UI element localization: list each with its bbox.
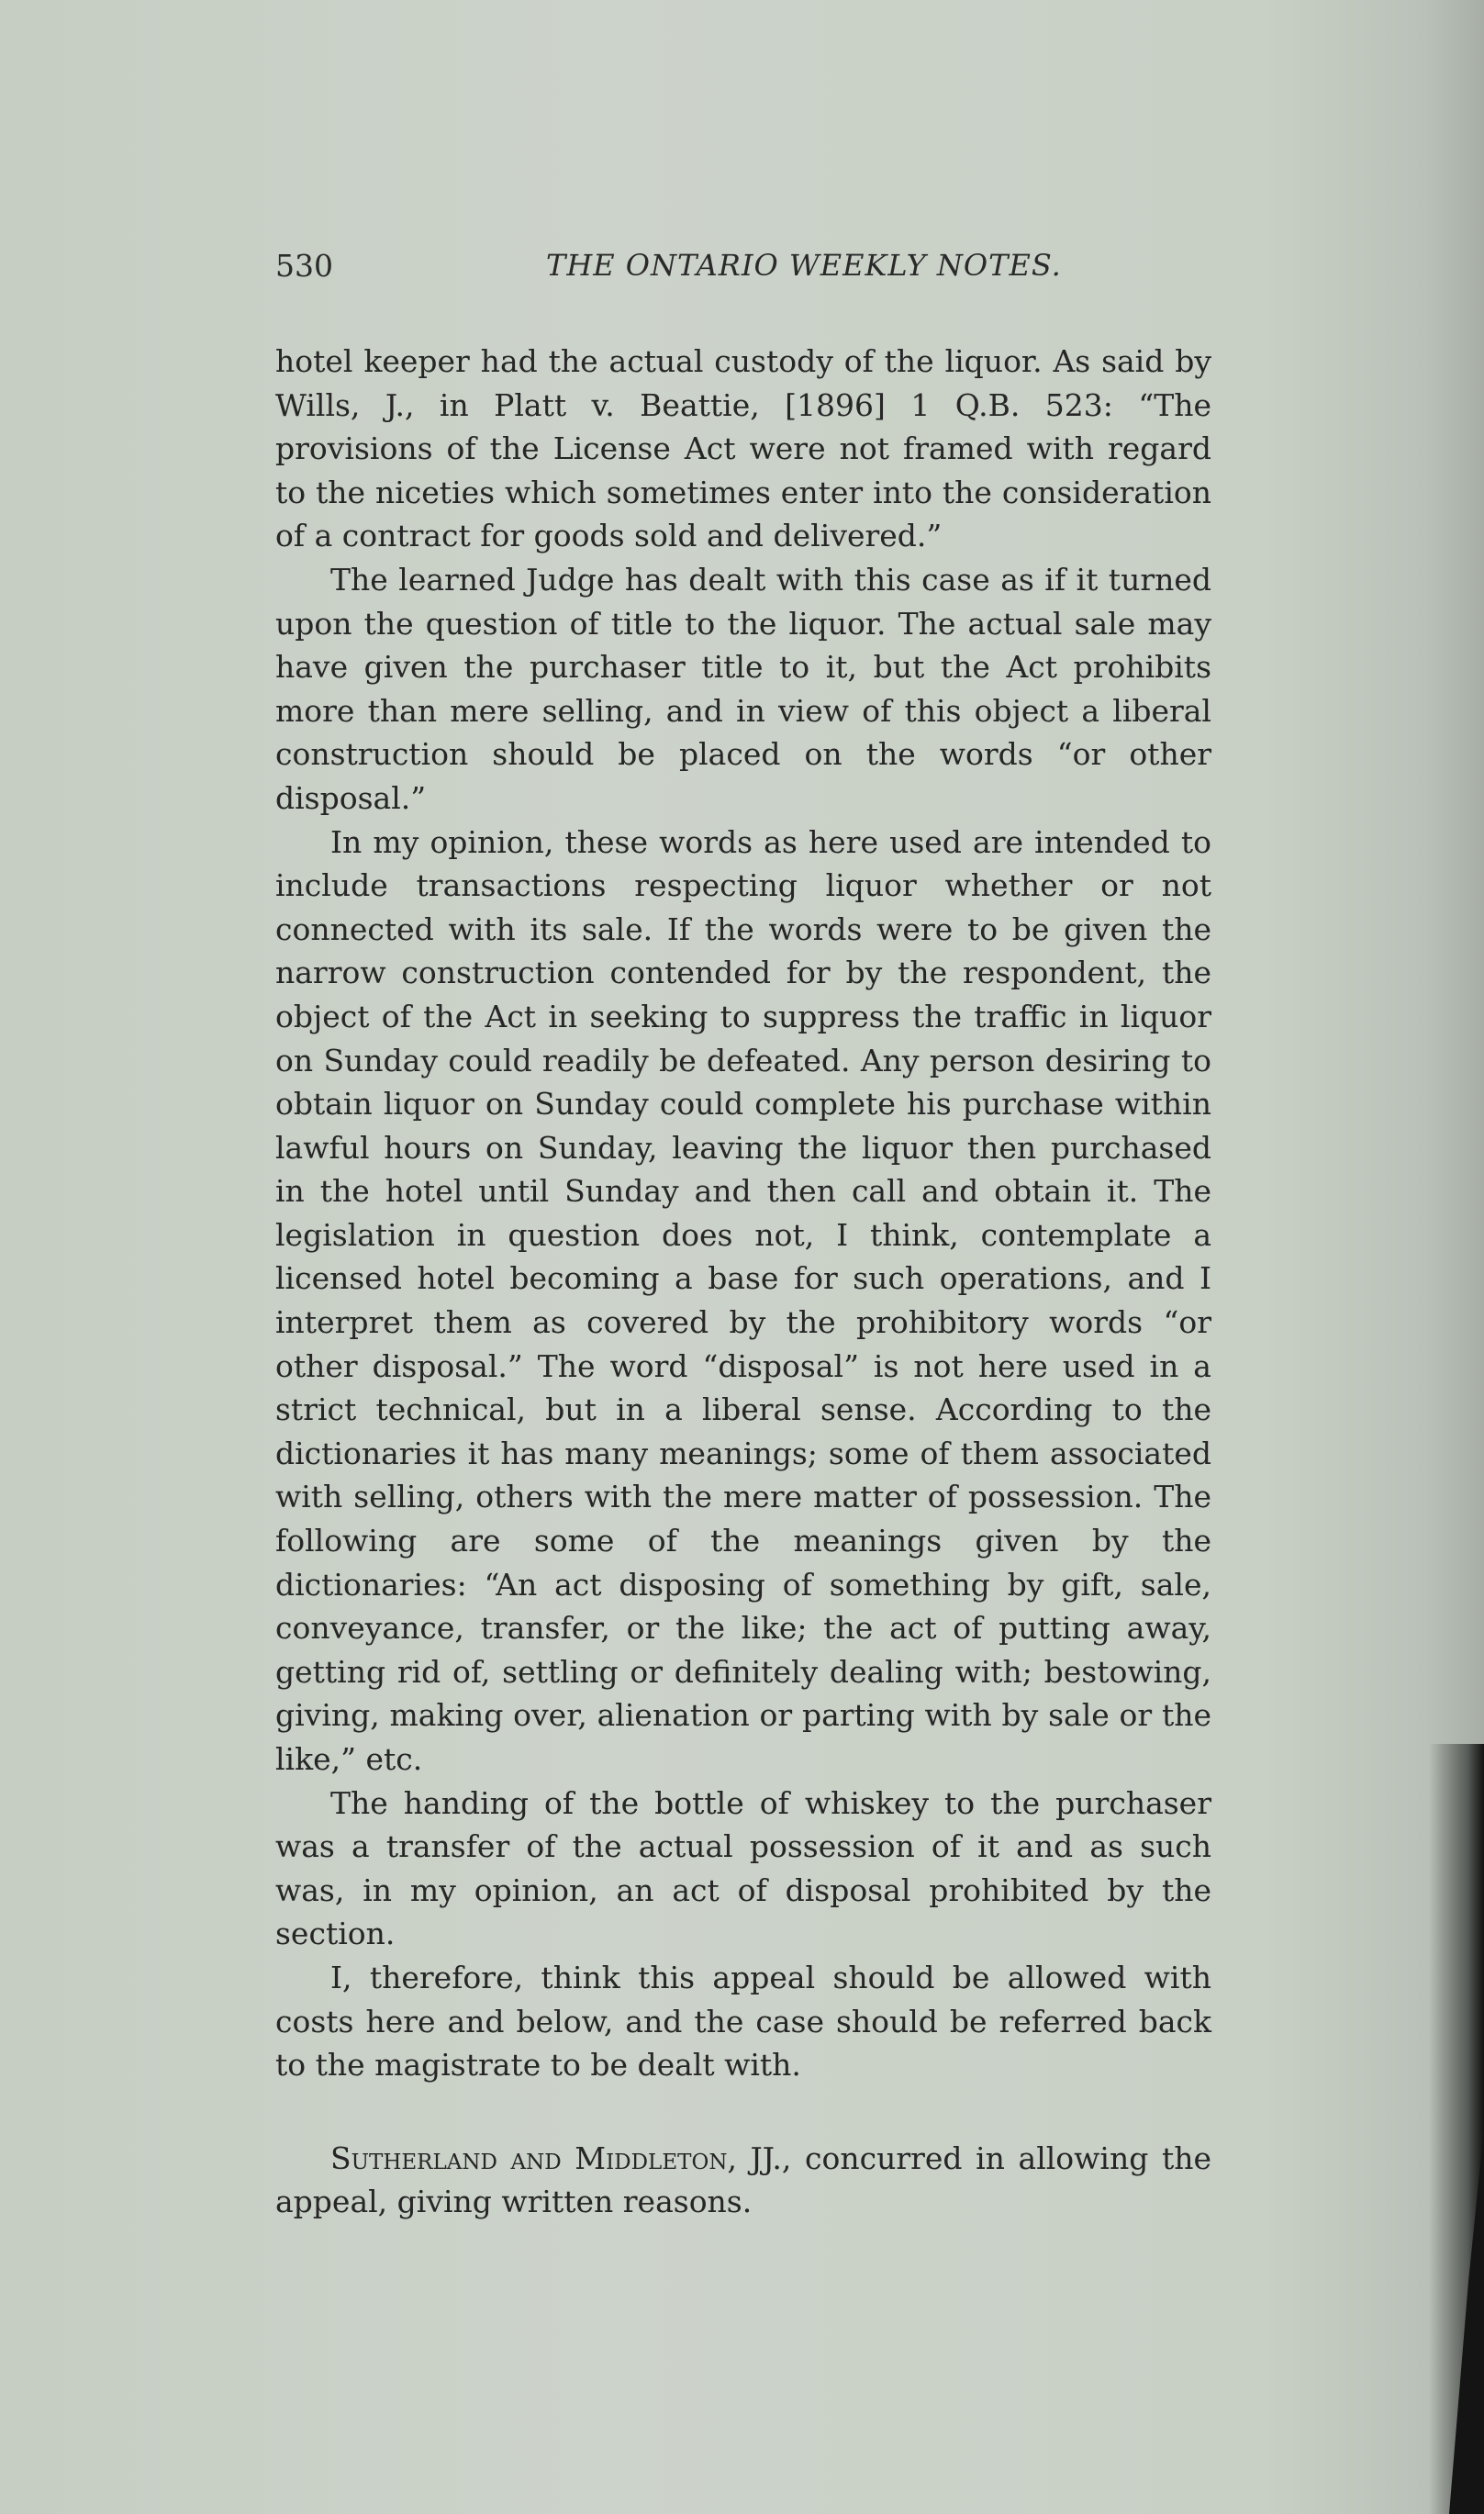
page-number: 530: [275, 248, 333, 284]
page-body: [275, 340, 1211, 2224]
concurring-judges: Sutherland and Middleton, JJ.,: [330, 2140, 792, 2176]
paragraph-4: The handing of the bottle of whiskey to the purchaser was a transfer of the actual possession of it and as such was, in my opinion, an act of disposal prohibited by the section.: [275, 1784, 1211, 1952]
concurrence-text: concurred in allowing the appeal, giving written reasons.: [275, 2140, 1211, 2220]
paragraph-2: The learned Judge has dealt with this case as if it turned upon the question of title to the liquor. The actual sale may have given the purchaser title to it, but the Act prohibits more than mere selling, and in view of this object a liberal construction should be placed on the words “or other disposal.”: [275, 561, 1211, 816]
paragraph-1: hotel keeper had the actual custody of the liquor. As said by Wills, J., in Platt v. Beattie, [1896] 1 Q.B. 523: “The provisions of the License Act were not framed with regard to the niceties which sometimes enter into the consideration of a contract for goods sold and delivered.”: [275, 343, 1211, 554]
paragraph-5: I, therefore, think this appeal should be allowed with costs here and below, and the case should be referred back to the magistrate to be dealt with.: [275, 1959, 1211, 2084]
running-title: THE ONTARIO WEEKLY NOTES.: [546, 248, 1062, 283]
paragraph-3: In my opinion, these words as here used are intended to include transactions respecting liquor whether or not connected with its sale. If the words were to be given the narrow construction contended for by the respondent, the object of the Act in seeking to suppress the traffic in liquor on Sunday could readily be defeated. Any person desiring to obtain liquor on Sunday could complete his purchase within lawful hours on Sunday, leaving the liquor then purchased in the hotel until Sunday and then call and obtain it. The legislation in question does not, I think, contemplate a licensed hotel becoming a base for such operations, and I interpret them as covered by the prohibitory words “or other disposal.” The word “disposal” is not here used in a strict technical, but in a liberal sense. According to the dictionaries it has many meanings; some of them associated with selling, others with the mere matter of possession. The following are some of the meanings given by the dictionaries: “An act disposing of something by gift, sale, conveyance, transfer, or the like; the act of putting away, getting rid of, settling or definitely dealing with; bestowing, giving, making over, alienation or parting with by sale or the like,” etc.: [275, 823, 1211, 1777]
concurrence-paragraph: [275, 2137, 1211, 2224]
page-header: [275, 248, 1193, 294]
